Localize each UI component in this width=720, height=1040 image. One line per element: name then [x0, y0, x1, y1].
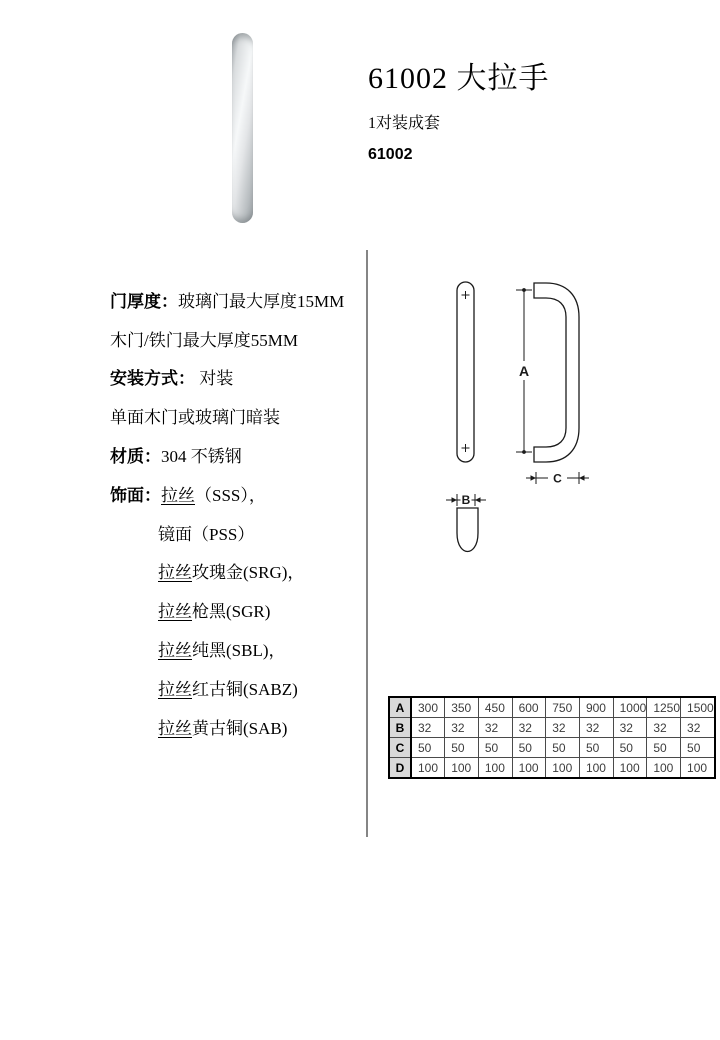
- size-table: [388, 696, 716, 779]
- table-row-a: [389, 697, 715, 718]
- table-cell: 100: [478, 758, 512, 779]
- row-header: A: [389, 697, 411, 718]
- table-cell: 50: [411, 738, 445, 758]
- technical-drawing: [440, 270, 610, 560]
- spec-line-mounting: [110, 358, 365, 397]
- spec-text: 单面木门或玻璃门暗装: [110, 408, 280, 428]
- spec-label: 安装方式：: [110, 369, 195, 389]
- spec-text: 玻璃门最大厚度15MM: [178, 291, 345, 311]
- spec-line-material: [110, 435, 365, 474]
- table-cell: 50: [478, 738, 512, 758]
- table-cell: 100: [681, 758, 715, 779]
- table-cell: 100: [512, 758, 546, 779]
- table-cell: 100: [647, 758, 681, 779]
- spec-line-wood-door: [110, 319, 365, 358]
- spec-text: 枪黑(SGR): [192, 602, 271, 622]
- table-cell: 300: [411, 697, 445, 718]
- screw-mark-top-icon: [462, 291, 470, 299]
- model-number: 61002: [368, 146, 413, 163]
- table-cell: 32: [411, 718, 445, 738]
- spec-list: [110, 280, 365, 746]
- spec-underlined: 拉丝: [161, 485, 195, 505]
- spec-underlined: 拉丝: [158, 641, 192, 661]
- table-cell: 1500: [681, 697, 715, 718]
- table-cell: 100: [579, 758, 613, 779]
- spec-line-finish-pss: [110, 513, 365, 552]
- table-cell: 32: [647, 718, 681, 738]
- spec-label: 材质：: [110, 447, 161, 467]
- table-cell: 1000: [613, 697, 647, 718]
- vertical-divider: [366, 250, 368, 837]
- table-cell: 100: [411, 758, 445, 779]
- dimension-b: [446, 492, 486, 507]
- table-cell: 50: [681, 738, 715, 758]
- side-view-outline: [534, 283, 579, 462]
- spec-line-finish-srg: [110, 552, 365, 591]
- table-row-c: [389, 738, 715, 758]
- table-cell: 32: [579, 718, 613, 738]
- spec-line-finish-sab: [110, 707, 365, 746]
- dim-label-c: C: [553, 471, 562, 486]
- table-cell: 50: [579, 738, 613, 758]
- spec-text: 木门/铁门最大厚度55MM: [110, 330, 298, 350]
- dimension-a: [516, 288, 532, 454]
- product-photo: [232, 33, 253, 223]
- table-row-d: [389, 758, 715, 779]
- table-cell: 50: [613, 738, 647, 758]
- table-cell: 32: [445, 718, 479, 738]
- spec-text: （SSS），: [195, 485, 266, 505]
- table-cell: 1250: [647, 697, 681, 718]
- table-cell: 900: [579, 697, 613, 718]
- spec-text: 玫瑰金(SRG)，: [192, 563, 305, 583]
- spec-underlined: 拉丝: [158, 602, 192, 622]
- table-cell: 32: [546, 718, 580, 738]
- screw-mark-bottom-icon: [462, 444, 470, 452]
- dim-label-b: B: [461, 493, 471, 507]
- spec-line-finish-sbl: [110, 629, 365, 668]
- spec-text: 纯黑(SBL)，: [192, 641, 286, 661]
- spec-underlined: 拉丝: [158, 563, 192, 583]
- spec-line-finish-sabz: [110, 668, 365, 707]
- table-cell: 32: [681, 718, 715, 738]
- spec-text: 对装: [195, 369, 234, 389]
- spec-text: 红古铜(SABZ): [192, 679, 298, 699]
- row-header: C: [389, 738, 411, 758]
- header: [368, 63, 550, 163]
- table-cell: 32: [613, 718, 647, 738]
- spec-underlined: 拉丝: [158, 718, 192, 738]
- spec-text: 304 不锈钢: [161, 447, 242, 467]
- row-header: B: [389, 718, 411, 738]
- spec-text: 镜面（PSS）: [158, 524, 255, 544]
- table-cell: 50: [445, 738, 479, 758]
- front-view-outline: [457, 282, 474, 462]
- table-cell: 100: [445, 758, 479, 779]
- dim-label-a: A: [518, 363, 530, 379]
- table-cell: 600: [512, 697, 546, 718]
- table-cell: 350: [445, 697, 479, 718]
- spec-line-finish-sgr: [110, 590, 365, 629]
- table-cell: 450: [478, 697, 512, 718]
- dimension-c: [526, 470, 589, 486]
- spec-label: 饰面：: [110, 485, 161, 505]
- page-title: 61002 大拉手: [368, 62, 550, 95]
- table-cell: 100: [546, 758, 580, 779]
- table-row-b: [389, 718, 715, 738]
- spec-line-door-thickness: [110, 280, 365, 319]
- spec-line-finish-sss: [110, 474, 365, 513]
- spec-label: 门厚度：: [110, 291, 178, 311]
- spec-underlined: 拉丝: [158, 679, 192, 699]
- table-cell: 32: [478, 718, 512, 738]
- table-cell: 32: [512, 718, 546, 738]
- table-cell: 50: [546, 738, 580, 758]
- row-header: D: [389, 758, 411, 779]
- cross-section-outline: [457, 508, 478, 552]
- packaging-note: 1对装成套: [368, 115, 441, 132]
- spec-text: 黄古铜(SAB): [192, 718, 288, 738]
- table-cell: 50: [512, 738, 546, 758]
- table-cell: 50: [647, 738, 681, 758]
- spec-line-single-side: [110, 396, 365, 435]
- table-cell: 750: [546, 697, 580, 718]
- table-cell: 100: [613, 758, 647, 779]
